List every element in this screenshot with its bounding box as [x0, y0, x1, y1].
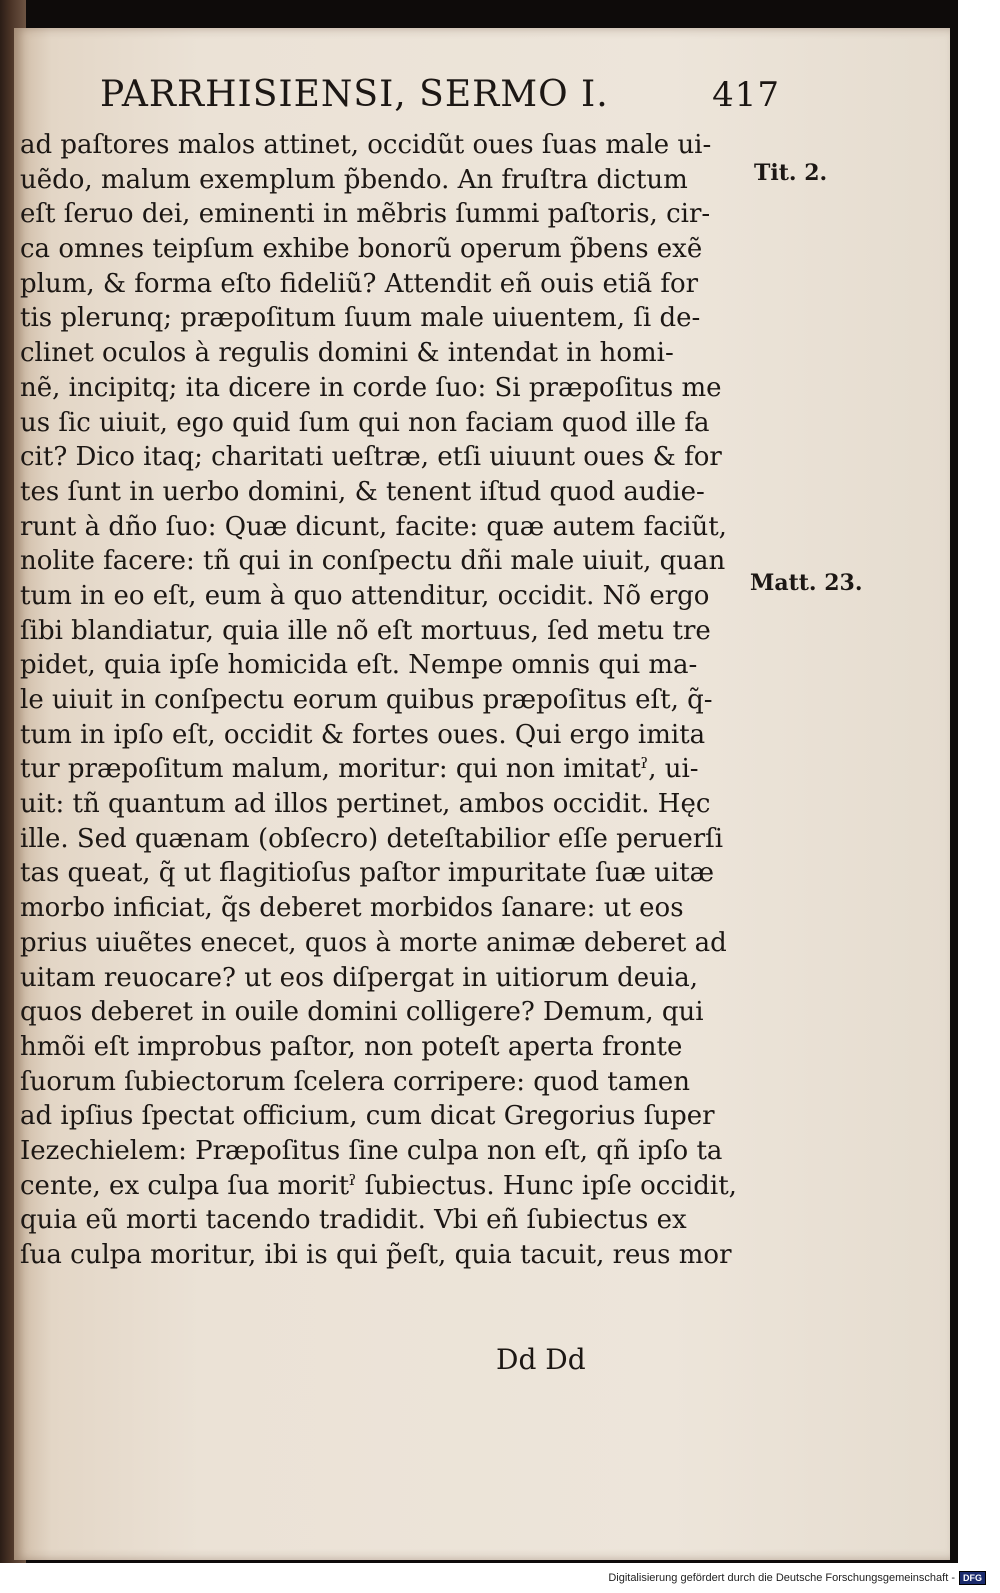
- footer-credit-text: Digitalisierung gefördert durch die Deutsche Forschungsgemeinschaft -: [608, 1572, 955, 1584]
- text-line: uitam reuocare? ut eos diſpergat in uitiorum deuia,: [20, 962, 698, 993]
- text-line: morbo inficiat, q̃s deberet morbidos ſanare: ut eos: [20, 893, 684, 924]
- marginal-note-tit: Tit. 2.: [754, 160, 828, 186]
- text-line: Iezechielem: Præpoſitus ſine culpa non eſt, qñ ipſo ta: [20, 1135, 723, 1166]
- text-line: tas queat, q̃ ut flagitioſus paſtor impuritate ſuæ uitæ: [20, 858, 715, 889]
- text-line: le uiuit in conſpectu eorum quibus præpoſitus eſt, q̃-: [20, 685, 713, 715]
- text-line: tum in ipſo eſt, occidit & fortes oues. Qui ergo imita: [20, 719, 706, 750]
- text-line: ca omnes teipſum exhibe bonorũ operum p̃bens exẽ: [20, 234, 703, 265]
- text-line: ille. Sed quænam (obſecro) deteſtabilior eſſe peruerſi: [20, 823, 724, 854]
- text-line: uit: tñ quantum ad illos pertinet, ambos occidit. Hęc: [20, 789, 711, 820]
- running-head-title: PARRHISIENSI, SERMO I.: [100, 74, 609, 115]
- folio-number: 417: [712, 75, 780, 115]
- signature-mark: Dd Dd: [496, 1343, 586, 1376]
- text-line: plum, & forma eſto fideliũ? Attendit eñ ouis etiã for: [20, 268, 699, 299]
- text-line: tes ſunt in uerbo domini, & tenent iſtud quod audie-: [20, 476, 705, 507]
- text-line: clinet oculos à regulis domini & intendat in homi-: [20, 338, 674, 369]
- text-line: ſibi blandiatur, quia ille nõ eſt mortuus, ſed metu tre: [20, 615, 711, 646]
- text-line: cente, ex culpa ſua moritˀ ſubiectus. Hunc ipſe occidit,: [20, 1170, 737, 1201]
- text-line: eſt ſeruo dei, eminenti in mẽbris ſummi paſtoris, cir-: [20, 199, 711, 230]
- text-line: ſua culpa moritur, ibi is qui p̃eſt, quia tacuit, reus mor: [20, 1240, 732, 1270]
- text-line: pidet, quia ipſe homicida eſt. Nempe omnis qui ma-: [20, 650, 698, 681]
- text-line: tum in eo eſt, eum à quo attenditur, occidit. Nõ ergo: [20, 580, 710, 611]
- text-line: nolite facere: tñ qui in conſpectu dñi male uiuit, quan: [20, 546, 726, 577]
- text-line: us ſic uiuit, ego quid ſum qui non faciam quod ille fa: [20, 407, 710, 438]
- text-line: quia eũ morti tacendo tradidit. Vbi eñ ſubiectus ex: [20, 1205, 687, 1236]
- body-text: [20, 128, 750, 1273]
- text-line: quos deberet in ouile domini colligere? Demum, qui: [20, 997, 704, 1028]
- running-header: [100, 74, 780, 120]
- text-line: tis plerunq; præpoſitum ſuum male uiuentem, ſi de-: [20, 303, 701, 334]
- text-line: ad paſtores malos attinet, occidũt oues ſuas male ui-: [20, 130, 712, 160]
- text-line: ad ipſius ſpectat officium, cum dicat Gregorius ſuper: [20, 1101, 715, 1132]
- digitization-footer: [0, 1563, 1000, 1593]
- dfg-logo: DFG: [959, 1571, 986, 1585]
- text-line: prius uiuẽtes enecet, quos à morte animæ deberet ad: [20, 927, 727, 958]
- marginal-note-matt: Matt. 23.: [750, 570, 863, 596]
- text-line: nẽ, incipitq; ita dicere in corde ſuo: Si præpoſitus me: [20, 372, 722, 403]
- text-line: ſuorum ſubiectorum ſcelera corripere: quod tamen: [20, 1066, 690, 1097]
- text-line: uẽdo, malum exemplum p̃bendo. An fruſtra dictum: [20, 164, 688, 195]
- text-line: cit? Dico itaq; charitati ueſtræ, etſi uiuunt oues & for: [20, 442, 722, 473]
- text-line: runt à dño ſuo: Quæ dicunt, facite: quæ autem faciũt,: [20, 511, 727, 542]
- text-line: hmõi eſt improbus paſtor, non poteſt aperta fronte: [20, 1031, 683, 1062]
- text-line: tur præpoſitum malum, moritur: qui non imitatˀ, ui-: [20, 754, 699, 785]
